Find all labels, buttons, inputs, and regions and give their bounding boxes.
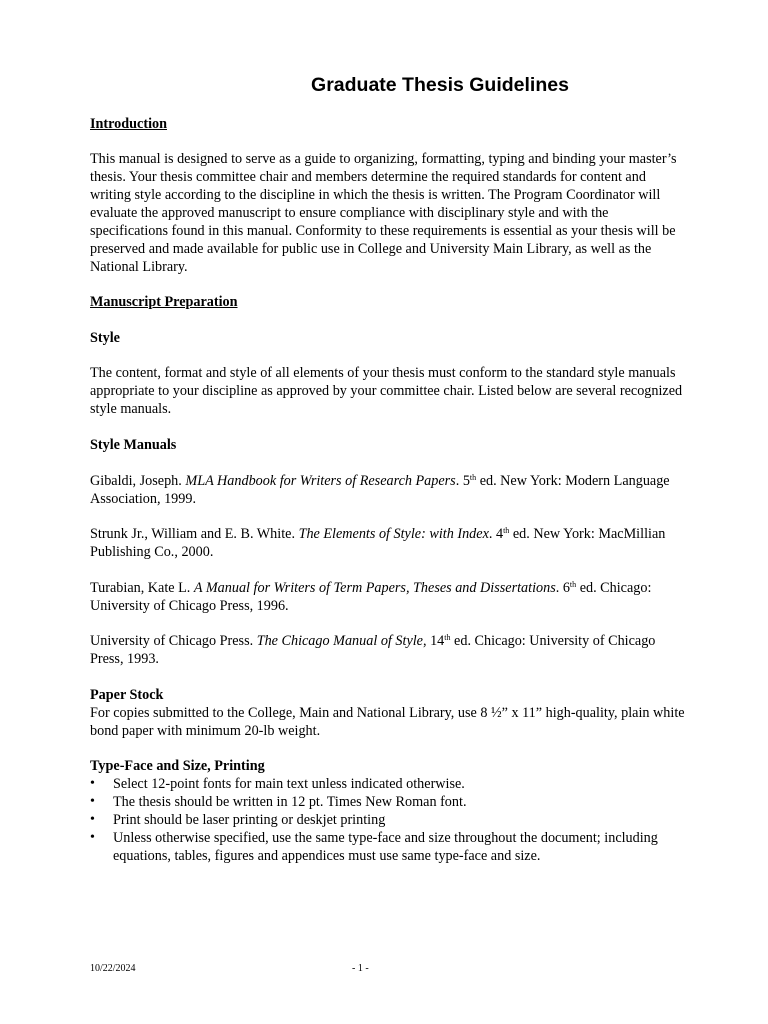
- list-item: • The thesis should be written in 12 pt. Times New Roman font.: [90, 794, 467, 810]
- reference-entry: [90, 632, 690, 668]
- reference-title: The Elements of Style: with Index: [298, 526, 489, 542]
- bullet-icon: •: [90, 776, 95, 791]
- reference-text: Turabian, Kate L. A Manual for Writers of Term Papers, Theses and Dissertations. 6th ed. Chicago: University of Chicago Press, 1996.: [90, 580, 652, 614]
- footer-date: 10/22/2024: [90, 963, 136, 974]
- style-manuals-heading-block: [90, 436, 690, 454]
- reference-entry: [90, 579, 690, 615]
- bullet-icon: •: [90, 830, 95, 845]
- reference-text: University of Chicago Press. The Chicago Manual of Style, 14th ed. Chicago: University of Chicago Press, 1993.: [90, 633, 656, 667]
- reference-text: Gibaldi, Joseph. MLA Handbook for Writers of Research Papers. 5th ed. New York: Modern Language Association, 1999.: [90, 473, 670, 507]
- reference-title: MLA Handbook for Writers of Research Papers: [185, 473, 456, 489]
- manuscript-heading-block: [90, 293, 690, 311]
- introduction-text-block: [90, 150, 690, 276]
- typeface-section: [90, 757, 690, 865]
- paper-stock-heading: Paper Stock: [90, 687, 164, 703]
- reference-title: The Chicago Manual of Style: [256, 633, 423, 649]
- introduction-paragraph: This manual is designed to serve as a guide to organizing, formatting, typing and binding your master’s thesis. Your thesis committee chair and members determine the required standards for content and writing style according to the discipline in which the thesis is written. The Program Coordinator will evaluate the approved manuscript to ensure compliance with disciplinary style and with the specifications found in this manual. Conformity to these requirements is essential as your thesis will be preserved and made available for public use in College and University Main Library, as well as the National Library.: [90, 151, 677, 275]
- introduction-section: [90, 115, 690, 133]
- paper-stock-paragraph: For copies submitted to the College, Main and National Library, use 8 ½” x 11” high-quality, plain white bond paper with minimum 20-lb weight.: [90, 705, 685, 739]
- list-item: • Print should be laser printing or deskjet printing: [90, 812, 386, 828]
- page-title: Graduate Thesis Guidelines: [311, 74, 569, 96]
- paper-stock-section: [90, 686, 690, 740]
- bullet-icon: •: [90, 812, 95, 827]
- style-heading-block: [90, 329, 690, 347]
- reference-title: A Manual for Writers of Term Papers, Theses and Dissertations: [193, 580, 556, 596]
- reference-text: Strunk Jr., William and E. B. White. The Elements of Style: with Index. 4th ed. New York: MacMillian Publishing Co., 2000.: [90, 526, 666, 560]
- list-item: • Select 12-point fonts for main text unless indicated otherwise.: [90, 776, 465, 792]
- list-item: • Unless otherwise specified, use the same type-face and size throughout the document; including equations, tables, figures and appendices must use same type-face and size.: [90, 830, 658, 864]
- page-number: - 1 -: [352, 963, 369, 974]
- style-paragraph: The content, format and style of all elements of your thesis must conform to the standard style manuals appropriate to your discipline as approved by your committee chair. Listed below are several recognized style manuals.: [90, 365, 683, 417]
- introduction-heading: Introduction: [90, 116, 167, 132]
- bullet-icon: •: [90, 794, 95, 809]
- manuscript-preparation-heading: Manuscript Preparation: [90, 294, 238, 310]
- reference-entry: [90, 525, 690, 561]
- style-text-block: [90, 364, 690, 418]
- reference-entry: [90, 472, 690, 508]
- style-heading: Style: [90, 330, 120, 346]
- typeface-bullet-list: [90, 775, 690, 865]
- typeface-heading: Type-Face and Size, Printing: [90, 758, 265, 774]
- style-manuals-heading: Style Manuals: [90, 437, 177, 453]
